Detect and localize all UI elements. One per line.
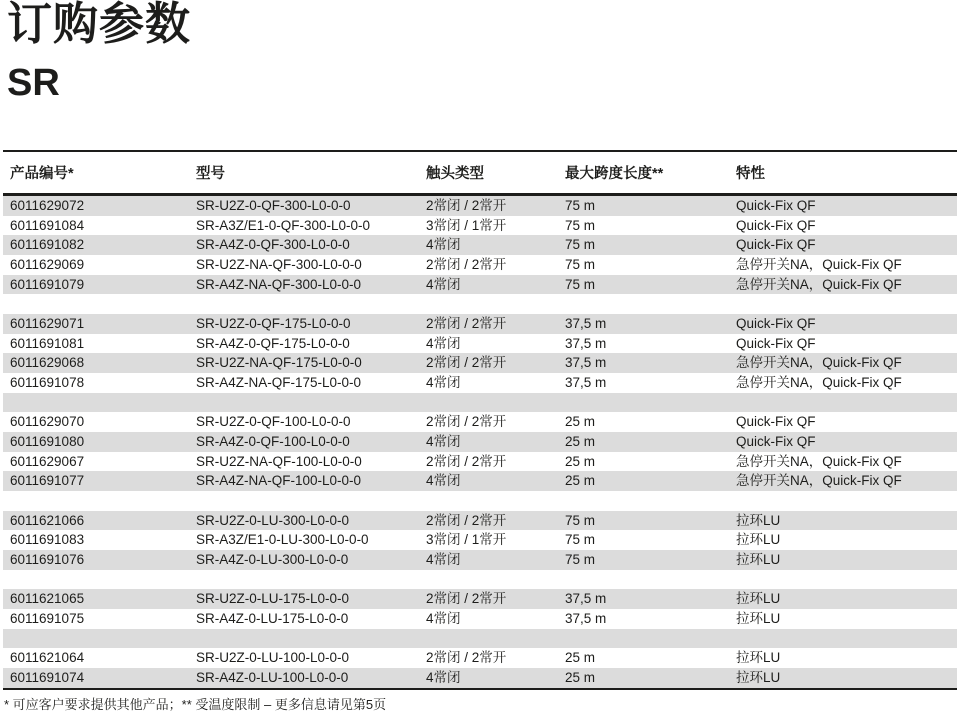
cell-features: 急停开关NA，Quick-Fix QF: [736, 453, 902, 469]
cell-contact-type: [426, 491, 565, 511]
column-header-model: 型号: [196, 166, 225, 182]
table-row: [3, 648, 957, 668]
cell-features: Quick-Fix QF: [736, 217, 816, 233]
cell-features: [736, 491, 957, 511]
cell-contact-type: 2常闭 / 2常开: [426, 453, 507, 469]
cell-product-number: 6011691081: [10, 335, 85, 351]
cell-model: [196, 629, 426, 649]
cell-max-span: 25 m: [565, 650, 596, 666]
cell-features: 拉环LU: [736, 512, 781, 528]
cell-contact-type: 3常闭 / 1常开: [426, 532, 507, 548]
cell-model: SR-A4Z-0-QF-300-L0-0-0: [196, 237, 350, 253]
cell-contact-type: 4常闭: [426, 473, 461, 489]
column-header-product-number: 产品编号*: [10, 166, 74, 182]
cell-contact-type: 4常闭: [426, 552, 461, 568]
cell-max-span: 75 m: [565, 276, 596, 292]
cell-contact-type: 4常闭: [426, 237, 461, 253]
page-title: 订购参数: [7, 0, 192, 49]
cell-product-number: 6011691075: [10, 611, 85, 627]
cell-model: SR-U2Z-0-LU-175-L0-0-0: [196, 591, 350, 607]
table-row: [3, 530, 957, 550]
cell-model: SR-U2Z-0-QF-300-L0-0-0: [196, 198, 351, 213]
cell-product-number: 6011629071: [10, 316, 85, 332]
cell-max-span: 75 m: [565, 237, 596, 253]
cell-max-span: [565, 294, 736, 314]
cell-features: 拉环LU: [736, 591, 781, 607]
cell-contact-type: [426, 629, 565, 649]
cell-features: 拉环LU: [736, 532, 781, 548]
table-row: [3, 216, 957, 236]
cell-max-span: 37,5 m: [565, 611, 607, 627]
cell-features: 拉环LU: [736, 552, 781, 568]
cell-contact-type: 4常闭: [426, 375, 461, 391]
cell-model: SR-A4Z-0-QF-100-L0-0-0: [196, 434, 350, 450]
cell-max-span: 37,5 m: [565, 335, 607, 351]
table-row: [3, 412, 957, 432]
cell-model: [196, 491, 426, 511]
table-row: [3, 589, 957, 609]
cell-contact-type: 2常闭 / 2常开: [426, 198, 507, 213]
cell-contact-type: 4常闭: [426, 276, 461, 292]
column-header-contact-type: 触头类型: [426, 166, 484, 182]
table-row: [3, 550, 957, 570]
cell-product-number: 6011691080: [10, 434, 85, 450]
cell-contact-type: 2常闭 / 2常开: [426, 591, 507, 607]
cell-product-number: 6011691084: [10, 217, 85, 233]
cell-features: [736, 629, 957, 649]
table-row: [3, 275, 957, 295]
column-header-max-span: 最大跨度长度**: [565, 166, 664, 182]
cell-product-number: [3, 294, 196, 314]
cell-product-number: 6011691083: [10, 532, 85, 548]
cell-product-number: 6011621064: [10, 650, 85, 666]
cell-features: [736, 294, 957, 314]
table-row: [3, 334, 957, 354]
cell-model: [196, 294, 426, 314]
product-series-title: SR: [7, 62, 60, 104]
cell-max-span: 25 m: [565, 473, 596, 489]
cell-model: SR-A3Z/E1-0-QF-300-L0-0-0: [196, 217, 371, 233]
table-row: [3, 609, 957, 629]
cell-contact-type: 3常闭 / 1常开: [426, 217, 507, 233]
cell-model: SR-A4Z-NA-QF-175-L0-0-0: [196, 375, 362, 391]
cell-max-span: 37,5 m: [565, 316, 607, 332]
cell-product-number: 6011691076: [10, 552, 85, 568]
cell-product-number: 6011691078: [10, 375, 85, 391]
cell-features: Quick-Fix QF: [736, 434, 816, 450]
table-spacer-row: [3, 393, 957, 413]
cell-product-number: [3, 491, 196, 511]
table-row: [3, 432, 957, 452]
table-spacer-row: [3, 294, 957, 314]
cell-product-number: [3, 629, 196, 649]
cell-contact-type: 2常闭 / 2常开: [426, 355, 507, 371]
table-row: [3, 314, 957, 334]
cell-model: SR-U2Z-NA-QF-100-L0-0-0: [196, 453, 362, 469]
cell-model: SR-U2Z-NA-QF-175-L0-0-0: [196, 355, 362, 371]
cell-product-number: 6011629068: [10, 355, 85, 371]
cell-product-number: 6011629067: [10, 453, 85, 469]
cell-contact-type: 2常闭 / 2常开: [426, 257, 507, 273]
cell-contact-type: [426, 294, 565, 314]
cell-model: SR-A4Z-0-QF-175-L0-0-0: [196, 335, 350, 351]
table-row: [3, 235, 957, 255]
cell-model: SR-A4Z-NA-QF-300-L0-0-0: [196, 276, 362, 292]
cell-features: Quick-Fix QF: [736, 198, 816, 213]
cell-model: [196, 570, 426, 590]
cell-contact-type: 2常闭 / 2常开: [426, 316, 507, 332]
cell-max-span: 37,5 m: [565, 355, 607, 371]
cell-max-span: 75 m: [565, 512, 596, 528]
cell-max-span: [565, 629, 736, 649]
cell-contact-type: 4常闭: [426, 611, 461, 627]
cell-product-number: 6011621065: [10, 591, 85, 607]
table-row: [3, 353, 957, 373]
footnote: * 可应客户要求提供其他产品；** 受温度限制 – 更多信息请见第5页: [4, 697, 387, 712]
cell-max-span: 25 m: [565, 414, 596, 430]
table-spacer-row: [3, 570, 957, 590]
cell-features: 拉环LU: [736, 650, 781, 666]
cell-max-span: 75 m: [565, 198, 596, 213]
cell-contact-type: 4常闭: [426, 335, 461, 351]
cell-features: Quick-Fix QF: [736, 414, 816, 430]
cell-model: SR-A4Z-0-LU-300-L0-0-0: [196, 552, 349, 568]
cell-features: 急停开关NA，Quick-Fix QF: [736, 276, 902, 292]
column-header-features: 特性: [736, 166, 765, 182]
cell-max-span: [565, 570, 736, 590]
table-row: [3, 255, 957, 275]
table-row: [3, 452, 957, 472]
cell-contact-type: 4常闭: [426, 434, 461, 450]
cell-model: SR-A4Z-NA-QF-100-L0-0-0: [196, 473, 362, 489]
cell-model: SR-U2Z-0-QF-100-L0-0-0: [196, 414, 351, 430]
cell-product-number: 6011621066: [10, 512, 85, 528]
cell-product-number: 6011691079: [10, 276, 85, 292]
cell-max-span: 75 m: [565, 217, 596, 233]
cell-product-number: [3, 570, 196, 590]
cell-features: [736, 570, 957, 590]
cell-features: 拉环LU: [736, 670, 781, 686]
cell-contact-type: 2常闭 / 2常开: [426, 414, 507, 430]
table-header-row: [3, 152, 957, 196]
table-spacer-row: [3, 629, 957, 649]
table-row: [3, 668, 957, 688]
table-row: [3, 471, 957, 491]
cell-features: 急停开关NA，Quick-Fix QF: [736, 257, 902, 273]
cell-model: [196, 393, 426, 413]
cell-model: SR-A3Z/E1-0-LU-300-L0-0-0: [196, 532, 369, 548]
cell-max-span: 25 m: [565, 670, 596, 686]
cell-max-span: 75 m: [565, 257, 596, 273]
cell-max-span: 25 m: [565, 434, 596, 450]
table-row: [3, 373, 957, 393]
cell-contact-type: 2常闭 / 2常开: [426, 512, 507, 528]
cell-max-span: 37,5 m: [565, 591, 607, 607]
cell-model: SR-A4Z-0-LU-100-L0-0-0: [196, 670, 349, 686]
cell-product-number: 6011691074: [10, 670, 85, 686]
table-row: [3, 511, 957, 531]
cell-product-number: 6011629069: [10, 257, 85, 273]
cell-product-number: [3, 393, 196, 413]
cell-contact-type: [426, 393, 565, 413]
cell-features: Quick-Fix QF: [736, 237, 816, 253]
table-body: [3, 196, 957, 690]
cell-features: 急停开关NA，Quick-Fix QF: [736, 375, 902, 391]
cell-max-span: 75 m: [565, 552, 596, 568]
ordering-parameters-table: [3, 150, 957, 690]
cell-max-span: 25 m: [565, 453, 596, 469]
cell-model: SR-U2Z-0-QF-175-L0-0-0: [196, 316, 351, 332]
cell-product-number: 6011629070: [10, 414, 85, 430]
table-row: [3, 196, 957, 216]
cell-features: 急停开关NA，Quick-Fix QF: [736, 355, 902, 371]
cell-max-span: [565, 393, 736, 413]
cell-model: SR-U2Z-NA-QF-300-L0-0-0: [196, 257, 362, 273]
cell-features: Quick-Fix QF: [736, 316, 816, 332]
cell-contact-type: [426, 570, 565, 590]
cell-product-number: 6011691082: [10, 237, 85, 253]
cell-max-span: 37,5 m: [565, 375, 607, 391]
cell-model: SR-U2Z-0-LU-100-L0-0-0: [196, 650, 350, 666]
cell-contact-type: 4常闭: [426, 670, 461, 686]
cell-product-number: 6011629072: [10, 198, 85, 213]
cell-features: 拉环LU: [736, 611, 781, 627]
cell-features: 急停开关NA，Quick-Fix QF: [736, 473, 902, 489]
table-spacer-row: [3, 491, 957, 511]
cell-features: Quick-Fix QF: [736, 335, 816, 351]
cell-max-span: 75 m: [565, 532, 596, 548]
cell-contact-type: 2常闭 / 2常开: [426, 650, 507, 666]
cell-product-number: 6011691077: [10, 473, 85, 489]
cell-model: SR-U2Z-0-LU-300-L0-0-0: [196, 512, 350, 528]
cell-model: SR-A4Z-0-LU-175-L0-0-0: [196, 611, 349, 627]
cell-max-span: [565, 491, 736, 511]
cell-features: [736, 393, 957, 413]
